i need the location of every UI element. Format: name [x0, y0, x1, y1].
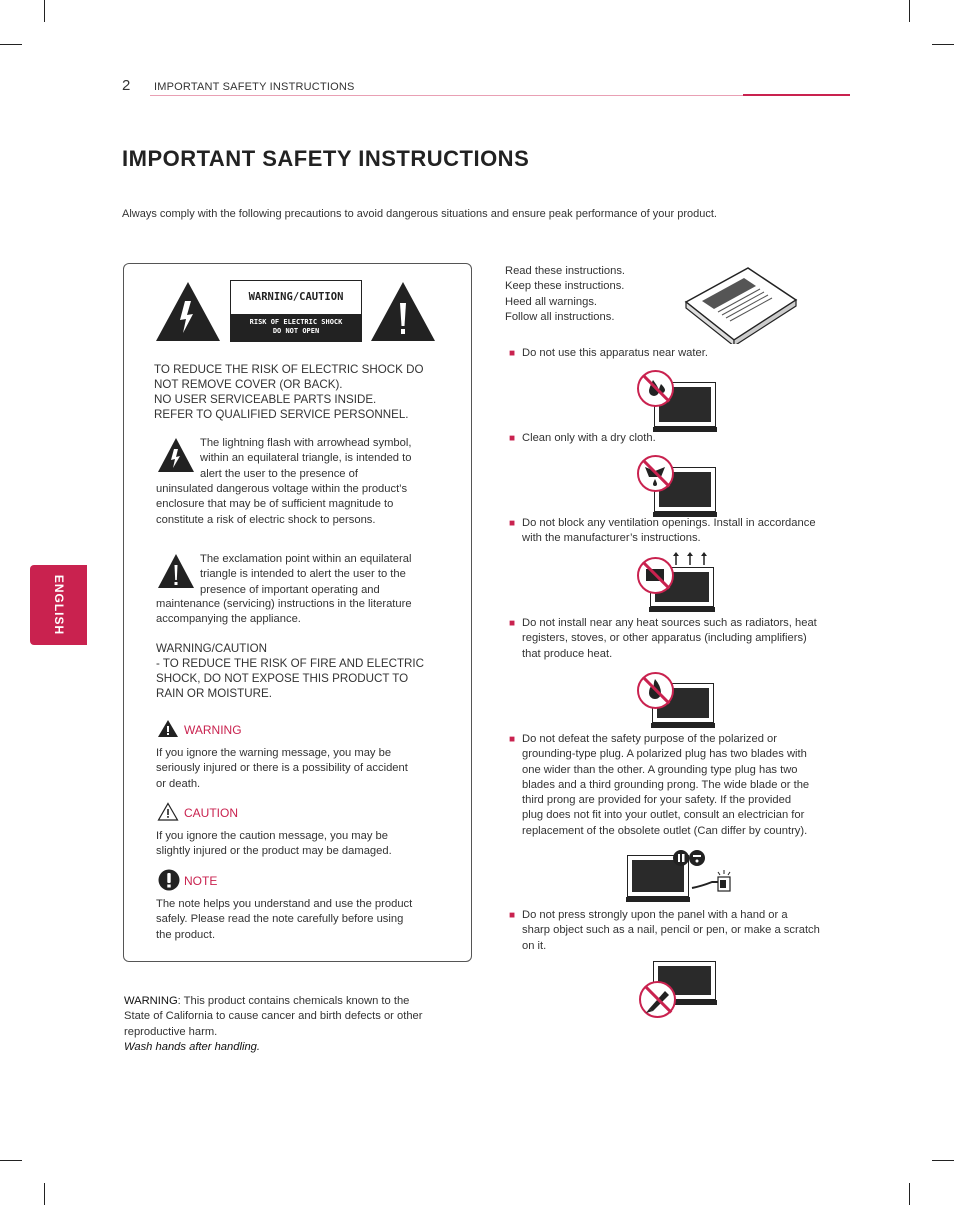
text-line: safely. Please read the note carefully before using — [156, 913, 404, 926]
bullet-item — [509, 616, 817, 662]
lightning-small-icon — [157, 437, 195, 473]
text-line: one wider than the other. A grounding type plug has two — [522, 763, 798, 776]
bullet-item — [509, 516, 816, 547]
language-tab — [30, 565, 87, 645]
warning-caution-text — [156, 656, 424, 701]
bullet-dot: ■ — [509, 618, 516, 629]
note-description — [156, 897, 412, 943]
text-line: that produce heat. — [522, 647, 613, 660]
text-line: presence of important operating and — [200, 583, 380, 596]
text-line: enclosure that may be of sufficient magnitude to — [156, 498, 394, 511]
bullet-dot: ■ — [509, 910, 516, 921]
text-line: Do not use this apparatus near water. — [522, 347, 708, 359]
lightning-explanation-cont — [156, 482, 407, 528]
note-label-text: NOTE — [184, 874, 218, 888]
prop65-warning — [124, 994, 423, 1055]
exclamation-small-icon — [157, 553, 195, 589]
warning-icon — [157, 719, 179, 738]
crop-mark — [909, 1183, 910, 1205]
bullet-item — [509, 431, 656, 446]
warning-label — [230, 280, 362, 342]
prohibited-fire-icon — [637, 672, 674, 709]
bullet-dot: ■ — [509, 433, 516, 444]
prohibited-wet-cloth-icon — [637, 455, 674, 492]
text-line: constitute a risk of electric shock to persons. — [156, 513, 376, 526]
exclamation-explanation — [200, 552, 411, 598]
text-line: accompanying the appliance. — [156, 613, 301, 626]
text-line: within an equilateral triangle, is intended to — [200, 452, 412, 465]
text-line: alert the user to the presence of — [200, 467, 358, 480]
prohibited-water-icon — [637, 370, 674, 407]
text-line: : This product contains chemicals known to the — [177, 995, 410, 1007]
header-rule-accent — [743, 94, 850, 96]
crop-mark — [932, 1160, 954, 1161]
text-line: Heed all warnings. — [505, 295, 598, 308]
prop65-italic: Wash hands after handling. — [124, 1040, 260, 1053]
shock-notice-line: REFER TO QUALIFIED SERVICE PERSONNEL. — [154, 408, 409, 421]
text-line: Keep these instructions. — [505, 280, 625, 293]
caution-description — [156, 829, 392, 860]
text-line: Do not install near any heat sources such as radiators, heat — [522, 617, 817, 629]
read-instructions-list — [505, 264, 625, 325]
intro-text: Always comply with the following precautions to avoid dangerous situations and ensure peak performance of your product. — [122, 208, 717, 220]
text-line: slightly injured or the product may be damaged. — [156, 845, 392, 858]
text-line: The exclamation point within an equilateral — [200, 553, 412, 565]
text-line: If you ignore the warning message, you may be — [156, 747, 392, 759]
lightning-explanation — [200, 436, 411, 482]
caution-icon — [157, 802, 179, 821]
shock-notice-line: NO USER SERVICEABLE PARTS INSIDE. — [154, 393, 377, 406]
text-line: - TO REDUCE THE RISK OF FIRE AND ELECTRIC — [156, 657, 424, 670]
text-line: with the manufacturer’s instructions. — [522, 532, 701, 545]
text-line: Do not press strongly upon the panel with a hand or a — [522, 909, 788, 921]
text-line: replacement of the obsolete outlet (Can differ by country). — [522, 824, 808, 837]
note-icon — [158, 869, 180, 891]
prohibited-sharp-object-icon — [639, 981, 676, 1018]
text-line: If you ignore the caution message, you may be — [156, 830, 388, 842]
text-line: seriously injured or there is a possibility of accident — [156, 762, 408, 775]
text-line: Follow all instructions. — [505, 310, 615, 323]
text-line: reproductive harm. — [124, 1025, 218, 1038]
text-line: Clean only with a dry cloth. — [522, 432, 656, 444]
exclamation-explanation-cont — [156, 597, 412, 628]
bullet-item — [509, 908, 820, 954]
warning-label-line2: DO NOT OPEN — [272, 327, 320, 335]
text-line: The lightning flash with arrowhead symbol, — [200, 437, 412, 449]
crop-mark — [44, 0, 45, 22]
crop-mark — [0, 1160, 22, 1161]
bullet-item — [509, 732, 810, 839]
warning-label-text: WARNING — [184, 723, 242, 737]
text-line: Do not block any ventilation openings. Install in accordance — [522, 517, 816, 529]
text-line: uninsulated dangerous voltage within the product’s — [156, 483, 408, 495]
bullet-dot: ■ — [509, 348, 516, 359]
bullet-item — [509, 346, 708, 361]
text-line: on it. — [522, 939, 547, 952]
page-title: IMPORTANT SAFETY INSTRUCTIONS — [122, 146, 530, 171]
shock-notice — [154, 362, 424, 422]
warning-description — [156, 746, 408, 792]
text-line: triangle is intended to alert the user to the — [200, 568, 406, 581]
heat-arrows-icon — [670, 552, 712, 566]
shock-notice-line: TO REDUCE THE RISK OF ELECTRIC SHOCK DO — [154, 363, 424, 376]
text-line: blades and a third grounding prong. The wide blade or the — [522, 778, 810, 791]
warning-label-title: WARNING/CAUTION — [248, 291, 344, 303]
text-line: State of California to cause cancer and birth defects or other — [124, 1010, 423, 1023]
exclamation-triangle-icon — [370, 281, 436, 342]
text-line: The note helps you understand and use the product — [156, 898, 413, 910]
manual-book-icon — [682, 266, 798, 344]
language-tab-label: ENGLISH — [51, 574, 66, 636]
crop-mark — [0, 44, 22, 45]
caution-label-text: CAUTION — [184, 806, 238, 820]
text-line: SHOCK, DO NOT EXPOSE THIS PRODUCT TO — [156, 672, 409, 685]
text-line: Do not defeat the safety purpose of the polarized or — [522, 733, 777, 745]
prop65-heading: WARNING — [124, 995, 178, 1007]
page-number: 2 — [122, 77, 131, 94]
prohibited-blocked-vent-icon — [637, 557, 674, 594]
text-line: grounding-type plug. A polarized plug has two blades with — [522, 748, 807, 761]
text-line: plug does not fit into your outlet, consult an electrician for — [522, 809, 805, 822]
running-header: IMPORTANT SAFETY INSTRUCTIONS — [154, 81, 355, 93]
text-line: third prong are provided for your safety. If the provided — [522, 794, 792, 807]
text-line: Read these instructions. — [505, 265, 626, 277]
text-line: or death. — [156, 777, 201, 790]
warning-caution-heading: WARNING/CAUTION — [156, 642, 267, 655]
lightning-triangle-icon — [155, 281, 221, 342]
bullet-dot: ■ — [509, 518, 516, 529]
text-line: maintenance (servicing) instructions in the literature — [156, 598, 412, 610]
text-line: registers, stoves, or other apparatus (including amplifiers) — [522, 632, 807, 645]
text-line: RAIN OR MOISTURE. — [156, 687, 272, 700]
text-line: the product. — [156, 928, 216, 941]
plug-outlet-icon — [672, 848, 738, 896]
bullet-dot: ■ — [509, 734, 516, 745]
text-line: sharp object such as a nail, pencil or pen, or make a scratch — [522, 924, 820, 937]
crop-mark — [909, 0, 910, 22]
crop-mark — [44, 1183, 45, 1205]
warning-label-line1: RISK OF ELECTRIC SHOCK — [249, 318, 343, 326]
shock-notice-line: NOT REMOVE COVER (OR BACK). — [154, 378, 343, 391]
crop-mark — [932, 44, 954, 45]
